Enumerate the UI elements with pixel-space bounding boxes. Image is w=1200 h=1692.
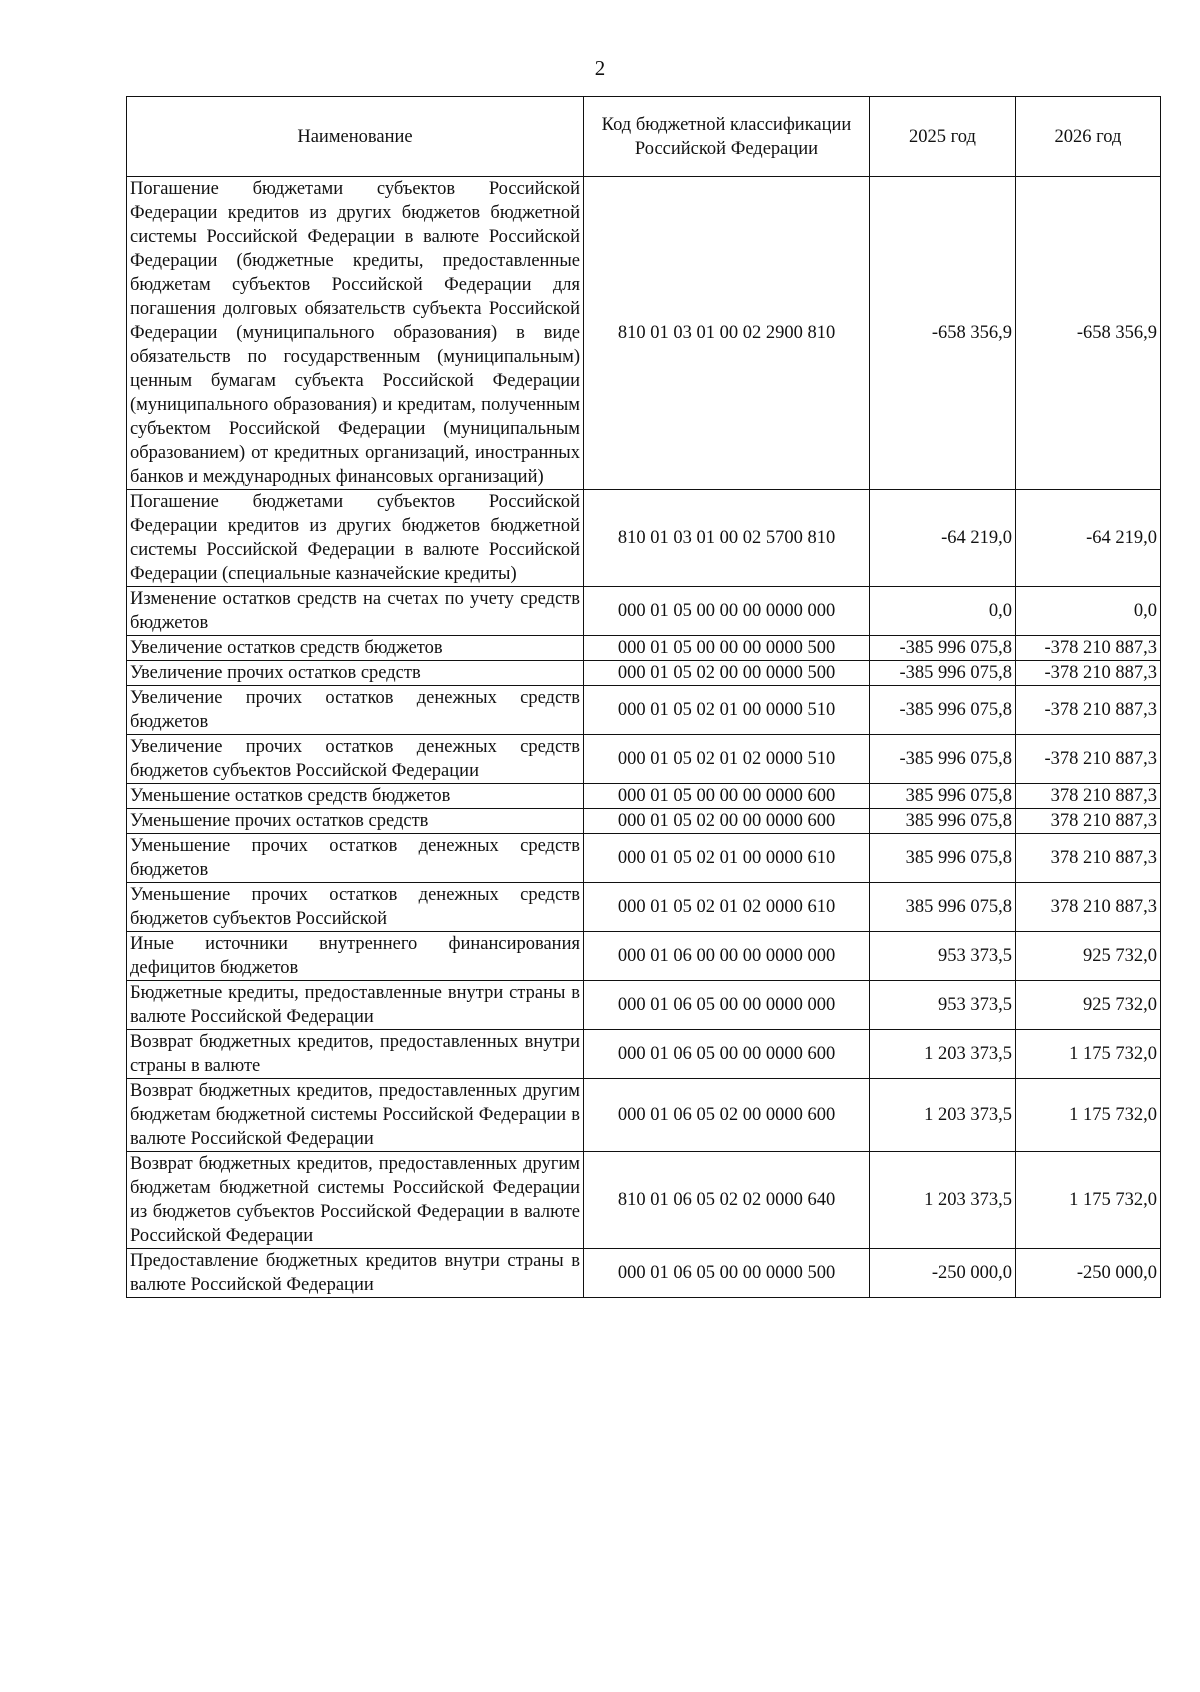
row-code: 000 01 05 02 01 02 0000 510 (584, 735, 870, 784)
row-value-2026: 378 210 887,3 (1016, 784, 1161, 809)
row-value-2025: 385 996 075,8 (870, 809, 1016, 834)
row-name: Бюджетные кредиты, предоставленные внутри страны в валюте Российской Федерации (127, 981, 584, 1030)
row-value-2026: -378 210 887,3 (1016, 735, 1161, 784)
row-name: Погашение бюджетами субъектов Российской Федерации кредитов из других бюджетов бюджетной системы Российской Федерации в валюте Российской Федерации (бюджетные кредиты, предоставленные бюджетам субъектов Российской Федерации для погашения долговых обязательств субъекта Российской Федерации (муниципального образования) в виде обязательств по государственным (муниципальным) ценным бумагам субъекта Российской Федерации (муниципального образования) и кредитам, полученным субъектом Российской Федерации (муниципальным образованием) от кредитных организаций, иностранных банков и международных финансовых организаций) (127, 177, 584, 490)
row-code: 810 01 06 05 02 02 0000 640 (584, 1152, 870, 1249)
row-value-2026: 378 210 887,3 (1016, 883, 1161, 932)
row-code: 000 01 06 05 02 00 0000 600 (584, 1079, 870, 1152)
row-code: 000 01 06 00 00 00 0000 000 (584, 932, 870, 981)
row-name: Уменьшение прочих остатков средств (127, 809, 584, 834)
row-value-2026: -658 356,9 (1016, 177, 1161, 490)
row-value-2025: 1 203 373,5 (870, 1152, 1016, 1249)
row-code: 000 01 06 05 00 00 0000 500 (584, 1249, 870, 1298)
header-code: Код бюджетной классификации Российской Федерации (584, 97, 870, 177)
row-value-2026: -378 210 887,3 (1016, 661, 1161, 686)
row-name: Иные источники внутреннего финансирования дефицитов бюджетов (127, 932, 584, 981)
row-value-2026: 378 210 887,3 (1016, 809, 1161, 834)
row-value-2026: -64 219,0 (1016, 490, 1161, 587)
row-code: 000 01 05 00 00 00 0000 000 (584, 587, 870, 636)
row-code: 000 01 05 00 00 00 0000 600 (584, 784, 870, 809)
row-value-2025: 953 373,5 (870, 981, 1016, 1030)
header-name: Наименование (127, 97, 584, 177)
row-value-2026: 1 175 732,0 (1016, 1030, 1161, 1079)
row-value-2026: -250 000,0 (1016, 1249, 1161, 1298)
row-name: Увеличение прочих остатков денежных средств бюджетов субъектов Российской Федерации (127, 735, 584, 784)
row-value-2025: -385 996 075,8 (870, 735, 1016, 784)
row-code: 000 01 05 02 00 00 0000 600 (584, 809, 870, 834)
table-row (127, 809, 1161, 834)
header-2025: 2025 год (870, 97, 1016, 177)
row-value-2025: 953 373,5 (870, 932, 1016, 981)
table-row (127, 1079, 1161, 1152)
row-code: 000 01 06 05 00 00 0000 000 (584, 981, 870, 1030)
row-code: 810 01 03 01 00 02 2900 810 (584, 177, 870, 490)
table-row (127, 686, 1161, 735)
table-row (127, 932, 1161, 981)
row-value-2025: -64 219,0 (870, 490, 1016, 587)
row-name: Предоставление бюджетных кредитов внутри страны в валюте Российской Федерации (127, 1249, 584, 1298)
row-value-2025: -385 996 075,8 (870, 636, 1016, 661)
table-header-row (127, 97, 1161, 177)
row-code: 000 01 06 05 00 00 0000 600 (584, 1030, 870, 1079)
row-value-2026: 1 175 732,0 (1016, 1152, 1161, 1249)
row-name: Увеличение прочих остатков средств (127, 661, 584, 686)
page-number: 2 (594, 56, 606, 80)
table-row (127, 981, 1161, 1030)
row-code: 000 01 05 00 00 00 0000 500 (584, 636, 870, 661)
row-value-2026: -378 210 887,3 (1016, 636, 1161, 661)
table-row (127, 636, 1161, 661)
table-row (127, 883, 1161, 932)
row-value-2026: 925 732,0 (1016, 932, 1161, 981)
row-value-2025: 385 996 075,8 (870, 834, 1016, 883)
row-value-2025: 385 996 075,8 (870, 784, 1016, 809)
row-value-2025: -658 356,9 (870, 177, 1016, 490)
row-value-2025: -385 996 075,8 (870, 661, 1016, 686)
row-code: 000 01 05 02 01 00 0000 510 (584, 686, 870, 735)
table-row (127, 1152, 1161, 1249)
row-value-2026: 0,0 (1016, 587, 1161, 636)
row-code: 000 01 05 02 01 00 0000 610 (584, 834, 870, 883)
row-name: Погашение бюджетами субъектов Российской Федерации кредитов из других бюджетов бюджетной системы Российской Федерации в валюте Российской Федерации (специальные казначейские кредиты) (127, 490, 584, 587)
row-value-2025: -250 000,0 (870, 1249, 1016, 1298)
table-row (127, 784, 1161, 809)
table-row (127, 735, 1161, 784)
row-name: Возврат бюджетных кредитов, предоставленных внутри страны в валюте (127, 1030, 584, 1079)
row-value-2025: 0,0 (870, 587, 1016, 636)
row-value-2026: 378 210 887,3 (1016, 834, 1161, 883)
row-name: Изменение остатков средств на счетах по учету средств бюджетов (127, 587, 584, 636)
row-name: Возврат бюджетных кредитов, предоставленных другим бюджетам бюджетной системы Российской Федерации из бюджетов субъектов Российской Федерации в валюте Российской Федерации (127, 1152, 584, 1249)
row-name: Уменьшение прочих остатков денежных средств бюджетов (127, 834, 584, 883)
row-name: Уменьшение прочих остатков денежных средств бюджетов субъектов Российской (127, 883, 584, 932)
table-row (127, 587, 1161, 636)
row-value-2026: -378 210 887,3 (1016, 686, 1161, 735)
row-name: Возврат бюджетных кредитов, предоставленных другим бюджетам бюджетной системы Российской Федерации в валюте Российской Федерации (127, 1079, 584, 1152)
row-name: Увеличение прочих остатков денежных средств бюджетов (127, 686, 584, 735)
row-value-2025: 1 203 373,5 (870, 1030, 1016, 1079)
table-row (127, 1249, 1161, 1298)
row-code: 000 01 05 02 00 00 0000 500 (584, 661, 870, 686)
table-row (127, 490, 1161, 587)
row-code: 810 01 03 01 00 02 5700 810 (584, 490, 870, 587)
budget-sources-table (126, 96, 1161, 1298)
row-name: Уменьшение остатков средств бюджетов (127, 784, 584, 809)
row-value-2025: 1 203 373,5 (870, 1079, 1016, 1152)
row-value-2026: 1 175 732,0 (1016, 1079, 1161, 1152)
row-value-2025: 385 996 075,8 (870, 883, 1016, 932)
row-value-2025: -385 996 075,8 (870, 686, 1016, 735)
header-2026: 2026 год (1016, 97, 1161, 177)
row-value-2026: 925 732,0 (1016, 981, 1161, 1030)
table-row (127, 177, 1161, 490)
table-row (127, 834, 1161, 883)
row-code: 000 01 05 02 01 02 0000 610 (584, 883, 870, 932)
row-name: Увеличение остатков средств бюджетов (127, 636, 584, 661)
table-row (127, 661, 1161, 686)
table-row (127, 1030, 1161, 1079)
